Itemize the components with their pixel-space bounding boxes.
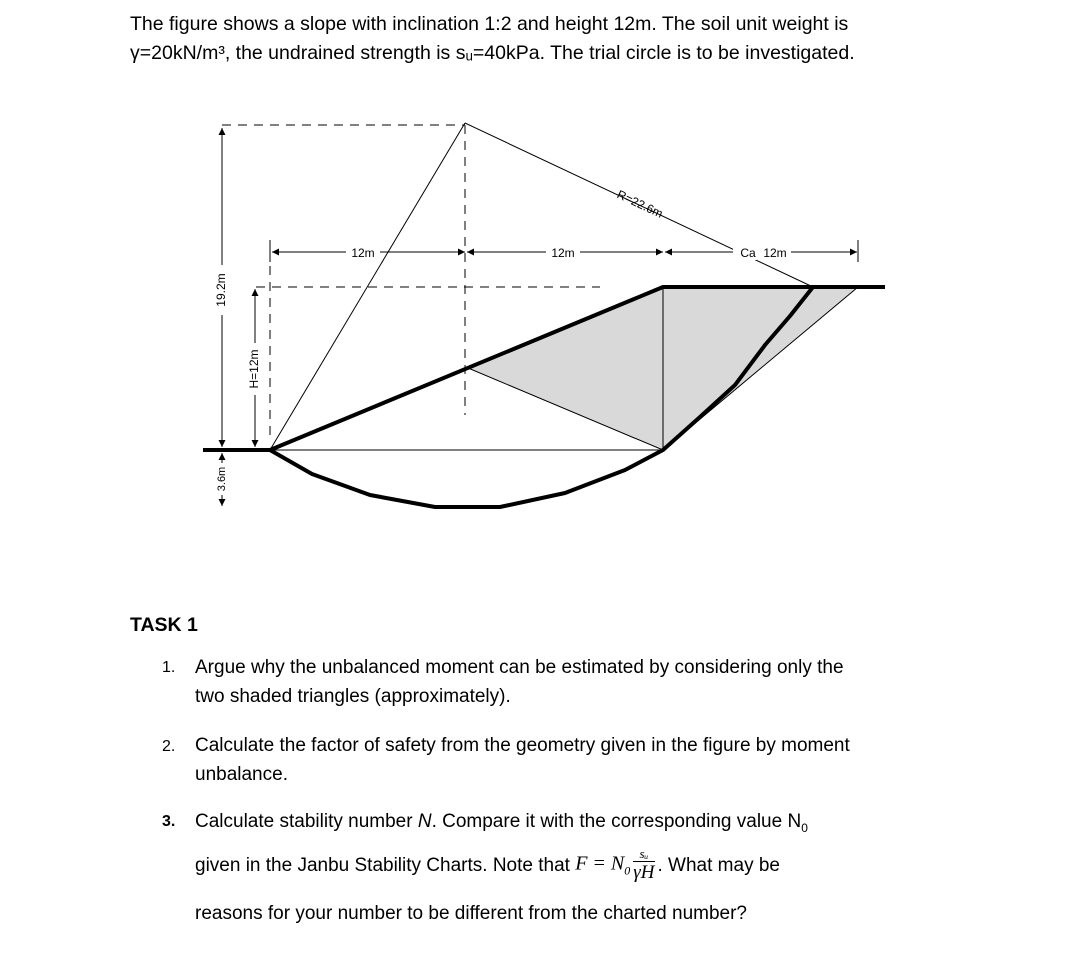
task-item-2-line-1: Calculate the factor of safety from the geometry given in the figure by moment [195,735,850,756]
task-item-1-number: 1. [162,659,176,676]
shaded-triangle-left [468,287,663,450]
task-item-3-line-3: reasons for your number to be different from the charted number? [195,903,748,924]
task-item-3-line-2 [195,846,780,886]
dimension-label-12m-2: 12m [551,246,575,260]
task-item-1 [195,653,844,711]
task-item-1-line-2: two shaded triangles (approximately). [195,686,511,707]
task-item-3-line-2-pre: given in the Janbu Stability Charts. Note that [195,854,576,876]
task-item-2-line-2: unbalance. [195,764,288,785]
task-title: TASK 1 [130,614,198,636]
task-item-2-number: 2. [162,738,176,755]
task-item-2 [195,731,850,789]
formula-numerator: sᵤ [633,846,654,862]
task-item-3-line-1 [195,807,808,843]
formula-denominator: γH [633,862,655,883]
formula-lhs: F = N [575,852,625,875]
formula-fraction [633,846,654,884]
formula-subscript: 0 [624,863,631,878]
task-item-1-line-1: Argue why the unbalanced moment can be estimated by considering only the [195,657,844,678]
ca-label: Ca [740,246,756,260]
safety-factor-formula [575,846,657,886]
dimension-label-12m-1: 12m [351,246,375,260]
dimension-label-3-6m: 3.6m [215,466,228,492]
dimension-label-19-2m: 19.2m [214,273,229,307]
dimension-label-h-12m: H=12m [247,349,262,389]
radius-label: R=22.6m [614,187,666,221]
task-item-3-number: 3. [162,813,176,830]
dimension-label-12m-3: 12m [763,246,787,260]
problem-statement-line-1: The figure shows a slope with inclination 1:2 and height 12m. The soil unit weight is [130,13,849,35]
stability-number-variable: N [417,811,432,832]
task-item-3-line-1-pre: Calculate stability number [195,811,418,832]
problem-statement-line-2: γ=20kN/m³, the undrained strength is sᵤ=40kPa. The trial circle is to be investigated. [130,42,855,64]
task-item-3-line-2-post: . What may be [657,854,780,876]
n0-subscript: 0 [801,820,808,835]
task-item-3-line-1-post: . Compare it with the corresponding value N [431,811,802,832]
